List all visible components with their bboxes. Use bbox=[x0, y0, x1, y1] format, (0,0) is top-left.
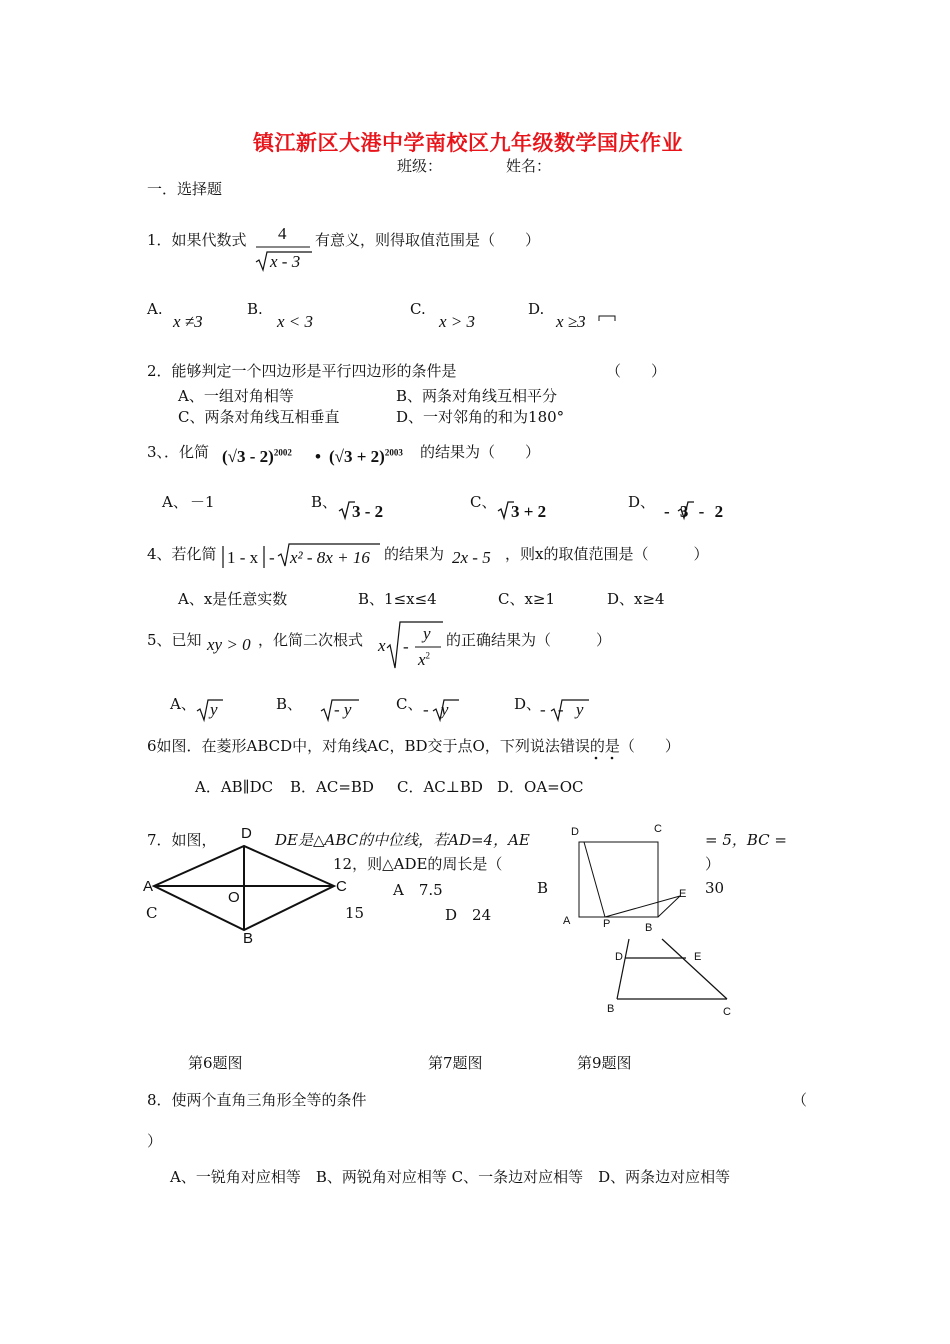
square-label-c: C bbox=[654, 823, 662, 835]
q5-tail: 的正确结果为（ ） bbox=[446, 631, 612, 649]
q4-option-a: A、x是任意实数 bbox=[178, 590, 288, 608]
square-figure bbox=[570, 830, 690, 930]
q2-option-c: C、两条对角线互相垂直 bbox=[178, 408, 340, 426]
q7-line2b: ） bbox=[705, 855, 721, 873]
rhombus-label-a: A bbox=[143, 878, 154, 895]
q1-frac-den: x - 3 bbox=[270, 252, 301, 271]
q1-option-b-label: B. bbox=[247, 300, 263, 318]
q4-rad-expr: x² - 8x + 16 bbox=[290, 548, 370, 567]
q7-line1: DE是△ABC的中位线，若AD=4，AE bbox=[275, 831, 530, 849]
q7-number: 7．如图， bbox=[147, 831, 217, 849]
q1-stem: 1．如果代数式 bbox=[147, 231, 247, 249]
q5-frac-bar bbox=[415, 646, 441, 648]
section-heading: 一．选择题 bbox=[147, 180, 223, 198]
q5-frac-num: y bbox=[423, 624, 431, 643]
q2-option-b: B、两条对角线互相平分 bbox=[396, 387, 558, 405]
square-label-b: B bbox=[645, 922, 653, 934]
q3-option-c: 3 + 2 bbox=[511, 502, 547, 521]
q5-option-d: - - y bbox=[540, 700, 584, 719]
q6-stem: 6如图．在菱形ABCD中，对角线AC，BD交于点O，下列说法错误的是（ ） bbox=[147, 737, 680, 755]
q1-option-a: x ≠3 bbox=[173, 312, 203, 331]
q4-abs-expr: 1 - x bbox=[227, 548, 259, 567]
q1-option-a-label: A. bbox=[147, 300, 163, 318]
q3-option-d: - 3 - 2 bbox=[664, 502, 724, 521]
q1-option-c: x > 3 bbox=[439, 312, 476, 331]
q7-option-b: B bbox=[537, 879, 549, 897]
q1-option-b: x < 3 bbox=[277, 312, 314, 331]
q3-option-b: 3 - 2 bbox=[352, 502, 384, 521]
q1-option-d: x ≥3 bbox=[556, 312, 586, 331]
q3-dot: • bbox=[315, 447, 321, 466]
page-title: 镇江新区大港中学南校区九年级数学国庆作业 bbox=[253, 130, 683, 155]
q7-option-a: A 7.5 bbox=[393, 881, 443, 899]
q4-option-d: D、x≥4 bbox=[607, 590, 665, 608]
q5-option-c: - y bbox=[423, 700, 449, 719]
q2-stem: 2．能够判定一个四边形是平行四边形的条件是 bbox=[147, 362, 457, 380]
q2-option-d: D、一对邻角的和为180° bbox=[396, 408, 565, 426]
rhombus-label-d: D bbox=[241, 825, 252, 842]
q6-emphasis-dots bbox=[590, 756, 620, 760]
q4-mid: 的结果为 bbox=[384, 545, 445, 563]
q3-option-c-label: C、 bbox=[470, 493, 497, 511]
caption-fig9: 第9题图 bbox=[577, 1054, 632, 1072]
q5-option-a: y bbox=[210, 700, 218, 719]
q3-option-d-label: D、 bbox=[628, 493, 656, 511]
q3-option-a-label: A、 bbox=[162, 493, 188, 511]
q8-paren-open: （ bbox=[792, 1091, 808, 1109]
q3-stem: 3、．化简 bbox=[147, 443, 210, 461]
name-label: 姓名： bbox=[506, 157, 552, 175]
q5-frac-den: $x^2$ bbox=[418, 650, 431, 669]
q7-line1b: = 5，BC = bbox=[705, 831, 787, 849]
q7-option-c: C bbox=[146, 904, 158, 922]
q1-option-c-label: C. bbox=[410, 300, 426, 318]
q5-x: x bbox=[378, 636, 386, 655]
q5-stem: 5、已知 bbox=[147, 631, 202, 649]
q6-option-c: C．AC⊥BD bbox=[397, 778, 483, 796]
square-label-e: E bbox=[679, 888, 687, 900]
triangle-label-d: D bbox=[615, 951, 623, 963]
square-label-a: A bbox=[563, 915, 571, 927]
q4-minus: - bbox=[269, 548, 275, 567]
rhombus-label-b: B bbox=[243, 930, 254, 947]
triangle-label-b: B bbox=[607, 1003, 615, 1015]
q1-frac-num: 4 bbox=[278, 224, 287, 243]
q1-tail: 有意义，则得取值范围是（ ） bbox=[315, 231, 541, 249]
q8-stem: 8．使两个直角三角形全等的条件 bbox=[147, 1091, 367, 1109]
q3-tail: 的结果为（ ） bbox=[420, 443, 541, 461]
q7-option-b-value: 30 bbox=[705, 879, 725, 897]
q4-stem: 4、若化简 bbox=[147, 545, 217, 563]
q3-expr-b: $(√3 + 2)^{2003}$ bbox=[329, 447, 403, 466]
rhombus-label-c: C bbox=[336, 878, 347, 895]
q5-option-d-label: D、 bbox=[514, 695, 542, 713]
q2-option-a: A、一组对角相等 bbox=[178, 387, 294, 405]
rhombus-label-o: O bbox=[228, 889, 240, 906]
q3-expr-a: (√3 - 2)$^{2002}$ bbox=[222, 447, 292, 466]
triangle-figure bbox=[600, 930, 740, 1010]
square-label-d: D bbox=[571, 826, 579, 838]
q3-option-b-label: B、 bbox=[311, 493, 338, 511]
q5-neg: - bbox=[403, 637, 409, 656]
q4-tail: ，则x的取值范围是（ ） bbox=[505, 545, 709, 563]
triangle-label-e: E bbox=[694, 951, 702, 963]
q3-option-a: －1 bbox=[190, 493, 215, 511]
q5-option-a-label: A、 bbox=[170, 695, 196, 713]
q5-option-b: - y bbox=[334, 700, 352, 719]
q8-options: A、一锐角对应相等 B、两锐角对应相等 C、一条边对应相等 D、两条边对应相等 bbox=[170, 1168, 731, 1186]
q8-paren-close: ） bbox=[147, 1132, 163, 1150]
q5-mid: ，化简二次根式 bbox=[258, 631, 364, 649]
caption-fig6: 第6题图 bbox=[188, 1054, 243, 1072]
q4-option-c: C、x≥1 bbox=[498, 590, 556, 608]
q7-option-d: D 24 bbox=[445, 906, 492, 924]
q7-line2: 12，则△ADE的周长是（ bbox=[333, 855, 503, 873]
q1-frac-bar bbox=[256, 246, 310, 248]
q5-option-c-label: C、 bbox=[396, 695, 423, 713]
q1-mark bbox=[598, 314, 616, 322]
caption-fig7: 第7题图 bbox=[428, 1054, 483, 1072]
square-label-p: P bbox=[603, 918, 611, 930]
q6-option-a: A．AB∥DC bbox=[195, 778, 274, 796]
q5-option-b-label: B、 bbox=[276, 695, 303, 713]
q4-result: 2x - 5 bbox=[452, 548, 491, 567]
q1-option-d-label: D. bbox=[528, 300, 545, 318]
q5-cond: xy > 0 bbox=[207, 635, 251, 654]
q2-paren: （ ） bbox=[606, 362, 667, 380]
class-label: 班级： bbox=[397, 157, 443, 175]
q4-option-b: B、1≤x≤4 bbox=[358, 590, 437, 608]
q7-option-c-value: 15 bbox=[345, 904, 365, 922]
triangle-label-c: C bbox=[723, 1006, 731, 1018]
q5-radical-icon bbox=[387, 620, 443, 670]
q6-option-b: B．AC=BD bbox=[290, 778, 374, 796]
q6-option-d: D．OA=OC bbox=[497, 778, 584, 796]
